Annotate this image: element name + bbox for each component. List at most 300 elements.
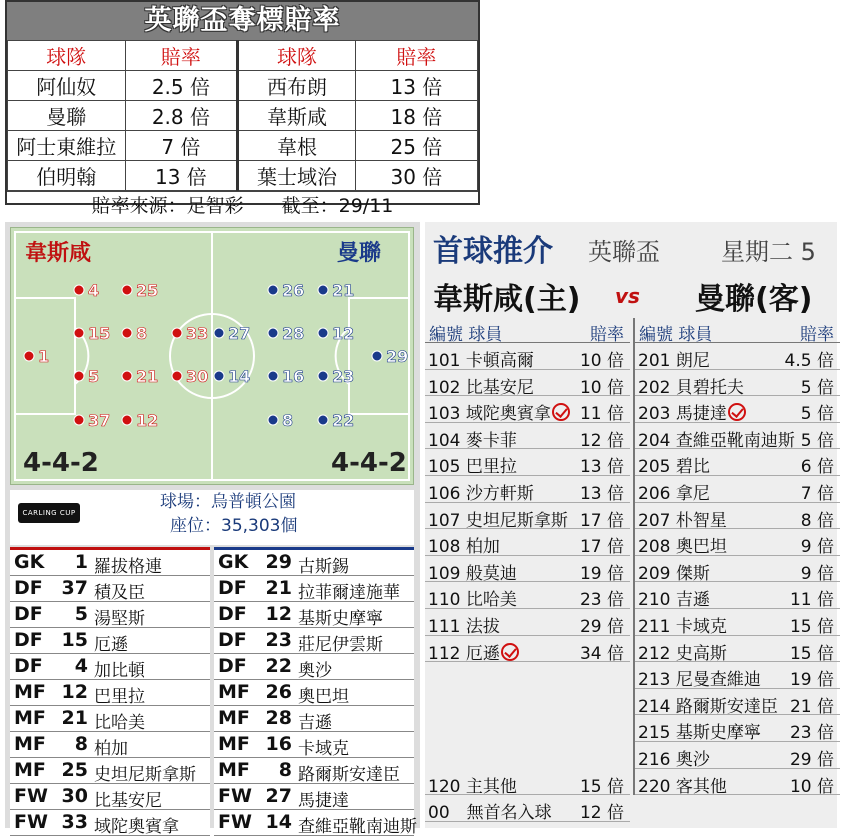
odds-value: 7 倍 <box>125 131 238 161</box>
scorer-odds: 10 倍 <box>579 351 624 371</box>
scorer-odds: 10 倍 <box>579 377 624 398</box>
lineup-row <box>214 680 414 706</box>
check-mark-icon <box>552 403 570 421</box>
header-code-player: 編號 球員 <box>429 325 503 345</box>
lineup-row <box>10 628 210 654</box>
player-name: 莊尼伊雲斯 <box>298 635 383 655</box>
lineup-row <box>10 732 210 758</box>
scorer-code-name <box>638 506 727 531</box>
away-player-dot <box>318 371 328 381</box>
scorer-odds: 7 倍 <box>800 483 834 504</box>
player-number: 4 <box>74 655 88 677</box>
scorer-label: 108 柏加 <box>428 537 500 558</box>
player-number: 26 <box>265 681 292 703</box>
lineup-row <box>214 602 414 628</box>
player-position: DF <box>14 655 43 677</box>
odds-team: 阿士東維拉 <box>8 131 126 161</box>
scorer-code-name <box>638 639 727 664</box>
player-position: GK <box>218 551 249 573</box>
scorer-odds: 13 倍 <box>579 457 624 478</box>
odds-grid <box>7 40 478 191</box>
player-position: MF <box>14 681 46 703</box>
odds-team: 韋根 <box>238 131 356 161</box>
player-position: FW <box>14 811 48 833</box>
scorer-odds: 23 倍 <box>579 590 624 611</box>
scorer-label: 212 史高斯 <box>638 643 727 664</box>
scorer-odds: 29 倍 <box>789 749 834 770</box>
scorer-row <box>635 582 840 609</box>
odds-value: 30 倍 <box>355 161 477 191</box>
scorer-odds: 8 倍 <box>800 510 834 531</box>
scorer-code-name <box>428 585 517 610</box>
player-number: 25 <box>61 759 88 781</box>
lineup-row <box>214 784 414 810</box>
scorer-row <box>635 742 840 769</box>
scorer-label: 211 卡域克 <box>638 616 727 637</box>
odds-header-team: 球隊 <box>8 41 126 71</box>
scorer-odds: 12 倍 <box>579 430 624 451</box>
player-position: DF <box>14 629 43 651</box>
away-player-dot <box>214 328 224 338</box>
player-name: 吉遜 <box>298 713 332 733</box>
player-number: 29 <box>265 551 292 573</box>
away-player-number: 16 <box>282 367 305 386</box>
odds-value: 2.8 倍 <box>125 101 238 131</box>
player-position: MF <box>218 681 250 703</box>
scorer-label: 204 查維亞靴南迪斯 <box>638 430 795 451</box>
odds-team: 伯明翰 <box>8 161 126 191</box>
home-player-number: 37 <box>88 411 111 430</box>
home-player-dot <box>122 285 132 295</box>
scorer-label: 110 比哈美 <box>428 590 517 611</box>
scorer-row <box>635 662 840 689</box>
lineup-row <box>214 654 414 680</box>
scorer-label: 00 無首名入球 <box>428 803 552 824</box>
lineup-row <box>214 810 417 837</box>
scorer-code-name <box>638 426 795 451</box>
header-odds: 賠率 <box>590 325 624 345</box>
home-player-dot <box>24 351 34 361</box>
scorer-code-name <box>638 745 710 770</box>
player-name: 域陀奧賓拿 <box>94 817 179 837</box>
scorer-label: 206 拿尼 <box>638 483 710 504</box>
home-player-dot <box>122 415 132 425</box>
player-position: DF <box>218 629 247 651</box>
scorer-code-name <box>638 665 761 690</box>
home-player-number: 4 <box>88 281 100 300</box>
scorer-label: 202 貝碧托夫 <box>638 377 744 398</box>
player-name: 柏加 <box>94 739 128 759</box>
scorer-odds: 12 倍 <box>579 803 624 824</box>
home-player-number: 25 <box>136 281 159 300</box>
scorer-row <box>425 423 630 450</box>
player-number: 21 <box>61 707 88 729</box>
odds-row <box>8 101 478 131</box>
player-number: 30 <box>61 785 88 807</box>
lineup-row <box>214 758 414 784</box>
scorer-label: 220 客其他 <box>638 776 727 797</box>
odds-header-team: 球隊 <box>238 41 356 71</box>
player-name: 古斯錫 <box>298 557 349 577</box>
lineup-row <box>10 758 210 784</box>
scorer-row <box>635 423 840 450</box>
lineup-row <box>10 680 210 706</box>
player-name: 羅拔格連 <box>94 557 162 577</box>
scorer-row <box>425 503 630 530</box>
player-number: 33 <box>61 811 88 833</box>
scorer-row <box>425 609 630 636</box>
odds-team: 韋斯咸 <box>238 101 356 131</box>
scorer-odds: 34 倍 <box>579 643 624 664</box>
scorer-label: 111 法拔 <box>428 616 500 637</box>
scorer-label: 213 尼曼查維迪 <box>638 670 761 691</box>
player-name: 馬捷達 <box>298 791 349 811</box>
away-player-number: 21 <box>332 281 355 300</box>
home-scorer-list <box>425 318 630 822</box>
scorer-odds: 10 倍 <box>789 776 834 797</box>
scorer-odds: 17 倍 <box>579 537 624 558</box>
player-number: 16 <box>265 733 292 755</box>
scorer-odds: 11 倍 <box>789 590 834 611</box>
scorer-label: 214 路爾斯安達臣 <box>638 696 778 717</box>
scorer-row <box>635 609 840 636</box>
list-header <box>425 318 630 343</box>
home-player-dot <box>172 371 182 381</box>
scorer-odds: 6 倍 <box>800 457 834 478</box>
odds-table <box>5 0 480 217</box>
scorer-odds: 9 倍 <box>800 563 834 584</box>
scorer-row <box>635 529 840 556</box>
player-position: FW <box>218 785 252 807</box>
lineup-row <box>10 784 210 810</box>
league-name: 英聯盃 <box>588 238 660 266</box>
player-name: 卡域克 <box>298 739 349 759</box>
first-goal-title: 首球推介 <box>433 234 553 269</box>
home-player-dot <box>74 285 84 295</box>
scorer-code-name <box>428 506 568 531</box>
scorer-label: 205 碧比 <box>638 457 710 478</box>
scorer-row <box>635 370 840 397</box>
lineup-row <box>10 602 210 628</box>
scorer-row <box>425 529 630 556</box>
scorer-label: 109 般莫迪 <box>428 563 517 584</box>
odds-team: 阿仙奴 <box>8 71 126 101</box>
scorer-code-name <box>428 559 517 584</box>
odds-header-odds: 賠率 <box>355 41 477 71</box>
scorer-row <box>425 582 630 609</box>
odds-row <box>8 71 478 101</box>
scorer-label: 104 麥卡菲 <box>428 430 517 451</box>
scorer-odds: 5 倍 <box>800 430 834 451</box>
away-player-number: 23 <box>332 367 355 386</box>
odds-header-row <box>8 41 478 71</box>
player-position: MF <box>218 759 250 781</box>
scorer-row <box>635 769 840 796</box>
check-mark-icon <box>501 643 519 661</box>
player-number: 14 <box>265 811 292 833</box>
list-header <box>635 318 840 343</box>
odds-value: 2.5 倍 <box>125 71 238 101</box>
scorer-label: 101 卡頓高爾 <box>428 351 534 371</box>
scorer-code-name <box>428 532 500 557</box>
home-player-dot <box>74 415 84 425</box>
venue-box <box>10 490 414 545</box>
player-position: GK <box>14 551 45 573</box>
odds-team: 西布朗 <box>238 71 356 101</box>
scorer-label: 215 基斯史摩寧 <box>638 723 761 744</box>
scorer-row <box>635 476 840 503</box>
odds-value: 18 倍 <box>355 101 477 131</box>
away-player-dot <box>318 328 328 338</box>
player-number: 21 <box>265 577 292 599</box>
scorer-code-name <box>428 399 570 424</box>
scorer-odds: 5 倍 <box>800 377 834 398</box>
scorer-row <box>425 370 630 397</box>
scorer-row <box>635 343 840 370</box>
empty-row <box>425 689 630 716</box>
player-number: 27 <box>265 785 292 807</box>
scorer-code-name <box>428 346 534 371</box>
home-player-dot <box>122 371 132 381</box>
player-number: 8 <box>74 733 88 755</box>
away-player-dot <box>268 328 278 338</box>
empty-row <box>425 662 630 689</box>
player-position: FW <box>218 811 252 833</box>
scorer-code-name <box>428 373 534 398</box>
scorer-row <box>635 636 840 663</box>
scorer-code-name <box>638 532 727 557</box>
player-name: 比基安尼 <box>94 791 162 811</box>
first-goal-panel <box>425 222 837 828</box>
player-position: DF <box>218 577 247 599</box>
scorer-odds: 15 倍 <box>579 776 624 797</box>
scorer-odds: 11 倍 <box>579 404 624 425</box>
lineup-row <box>214 550 414 576</box>
home-formation: 4-4-2 <box>23 448 99 478</box>
player-name: 湯堅斯 <box>94 609 145 629</box>
empty-row <box>425 742 630 769</box>
scorer-label: 208 奧巴坦 <box>638 537 727 558</box>
home-player-number: 5 <box>88 367 100 386</box>
scorer-row <box>635 449 840 476</box>
header-odds: 賠率 <box>800 325 834 345</box>
scorer-row <box>425 769 630 796</box>
scorer-row <box>425 343 630 370</box>
player-number: 12 <box>61 681 88 703</box>
scorer-row <box>635 503 840 530</box>
player-name: 比哈美 <box>94 713 145 733</box>
lineup-row <box>10 706 210 732</box>
scorer-label: 103 域陀奧賓拿 <box>428 404 551 425</box>
scorer-code-name <box>638 772 727 797</box>
lineup-panel <box>5 222 420 837</box>
scorer-code-name <box>638 585 710 610</box>
scorer-row <box>635 396 840 423</box>
scorer-label: 112 厄遜 <box>428 643 500 664</box>
away-player-dot <box>268 285 278 295</box>
scorer-code-name <box>638 612 727 637</box>
player-name: 厄遜 <box>94 635 128 655</box>
away-scorer-list <box>633 318 840 795</box>
home-lineup <box>10 547 210 836</box>
odds-value: 13 倍 <box>355 71 477 101</box>
player-position: DF <box>14 577 43 599</box>
player-position: MF <box>218 733 250 755</box>
odds-header-odds: 賠率 <box>125 41 238 71</box>
away-player-number: 28 <box>282 324 305 343</box>
player-position: DF <box>218 603 247 625</box>
scorer-row <box>425 476 630 503</box>
player-position: MF <box>14 733 46 755</box>
player-name: 巴里拉 <box>94 687 145 707</box>
scorer-odds: 5 倍 <box>800 404 834 425</box>
home-player-number: 1 <box>38 347 50 366</box>
scorer-label: 209 傑斯 <box>638 563 710 584</box>
scorer-label: 207 朴智星 <box>638 510 727 531</box>
scorer-label: 105 巴里拉 <box>428 457 517 478</box>
player-name: 查維亞靴南迪斯 <box>298 817 417 837</box>
away-player-number: 27 <box>228 324 251 343</box>
away-player-number: 22 <box>332 411 355 430</box>
scorer-label: 210 吉遜 <box>638 590 710 611</box>
player-number: 22 <box>265 655 292 677</box>
player-name: 奧巴坦 <box>298 687 349 707</box>
player-number: 8 <box>278 759 292 781</box>
player-name: 路爾斯安達臣 <box>298 765 400 785</box>
lineup-row <box>214 706 414 732</box>
vs-label: vs <box>615 284 640 308</box>
scorer-odds: 9 倍 <box>800 537 834 558</box>
away-player-number: 8 <box>282 411 294 430</box>
away-player-number: 29 <box>386 347 409 366</box>
player-number: 28 <box>265 707 292 729</box>
odds-row <box>8 131 478 161</box>
odds-team: 曼聯 <box>8 101 126 131</box>
scorer-odds: 17 倍 <box>579 510 624 531</box>
scorer-row <box>425 795 630 822</box>
scorer-code-name <box>638 346 710 371</box>
scorer-code-name <box>638 399 746 424</box>
home-player-dot <box>74 371 84 381</box>
scorer-odds: 23 倍 <box>789 723 834 744</box>
scorer-code-name <box>428 612 500 637</box>
stadium: 球場：烏普頓公園 <box>160 492 296 512</box>
scorer-code-name <box>638 373 744 398</box>
home-player-dot <box>172 328 182 338</box>
home-player-dot <box>74 328 84 338</box>
player-name: 史坦尼斯拿斯 <box>94 765 196 785</box>
lineup-row <box>10 550 210 576</box>
away-lineup <box>214 547 417 837</box>
scorer-label: 216 奧沙 <box>638 749 710 770</box>
away-player-dot <box>318 415 328 425</box>
player-number: 37 <box>61 577 88 599</box>
player-number: 15 <box>61 629 88 651</box>
home-team: 韋斯咸(主) <box>433 282 581 317</box>
scorer-row <box>635 715 840 742</box>
scorer-odds: 4.5 倍 <box>784 351 834 371</box>
scorer-code-name <box>428 798 552 823</box>
scorer-code-name <box>428 426 517 451</box>
match-day: 星期二 5 <box>721 238 816 266</box>
odds-footer: 賠率來源：足智彩 截至：29/11 <box>7 191 478 220</box>
scorer-label: 120 主其他 <box>428 776 517 797</box>
home-player-number: 12 <box>136 411 159 430</box>
player-position: DF <box>14 603 43 625</box>
scorer-code-name <box>428 479 534 504</box>
scorer-row <box>425 449 630 476</box>
check-mark-icon <box>728 403 746 421</box>
home-player-number: 21 <box>136 367 159 386</box>
scorer-code-name <box>638 452 710 477</box>
away-team: 曼聯(客) <box>695 282 813 317</box>
player-position: MF <box>14 707 46 729</box>
player-number: 12 <box>265 603 292 625</box>
scorer-odds: 19 倍 <box>789 670 834 691</box>
seats: 座位：35,303個 <box>170 516 298 536</box>
player-name: 基斯史摩寧 <box>298 609 383 629</box>
odds-team: 葉士域治 <box>238 161 356 191</box>
away-player-dot <box>214 371 224 381</box>
player-number: 5 <box>74 603 88 625</box>
empty-row <box>425 715 630 742</box>
lineup-row <box>214 576 414 602</box>
scorer-row <box>635 556 840 583</box>
home-player-dot <box>122 328 132 338</box>
scorer-odds: 15 倍 <box>789 643 834 664</box>
scorer-code-name <box>428 452 517 477</box>
player-position: MF <box>14 759 46 781</box>
lineup-row <box>214 732 414 758</box>
pitch <box>10 227 414 485</box>
lineup-row <box>10 654 210 680</box>
player-name: 奧沙 <box>298 661 332 681</box>
away-player-dot <box>268 371 278 381</box>
scorer-label: 107 史坦尼斯拿斯 <box>428 510 568 531</box>
scorer-row <box>635 689 840 716</box>
scorer-odds: 13 倍 <box>579 483 624 504</box>
odds-row <box>8 161 478 191</box>
venue-info <box>160 490 297 538</box>
scorer-code-name <box>428 772 517 797</box>
scorer-label: 201 朗尼 <box>638 351 710 371</box>
player-name: 拉菲爾達施華 <box>298 583 400 603</box>
lineup-row <box>214 628 414 654</box>
odds-value: 25 倍 <box>355 131 477 161</box>
scorer-code-name <box>638 692 778 717</box>
pitch-home-name: 韋斯咸 <box>25 241 92 266</box>
odds-value: 13 倍 <box>125 161 238 191</box>
home-player-number: 33 <box>186 324 209 343</box>
scorer-code-name <box>638 718 761 743</box>
home-player-number: 30 <box>186 367 209 386</box>
scorer-row <box>425 396 630 423</box>
lineup-row <box>10 576 210 602</box>
away-player-number: 12 <box>332 324 355 343</box>
scorer-row <box>425 556 630 583</box>
player-name: 加比頓 <box>94 661 145 681</box>
away-player-dot <box>372 351 382 361</box>
away-player-number: 26 <box>282 281 305 300</box>
home-player-number: 8 <box>136 324 148 343</box>
scorer-label: 102 比基安尼 <box>428 377 534 398</box>
away-player-number: 14 <box>228 367 251 386</box>
player-number: 1 <box>74 551 88 573</box>
player-position: DF <box>218 655 247 677</box>
home-player-number: 15 <box>88 324 111 343</box>
scorer-odds: 19 倍 <box>579 563 624 584</box>
scorer-code-name <box>638 559 710 584</box>
